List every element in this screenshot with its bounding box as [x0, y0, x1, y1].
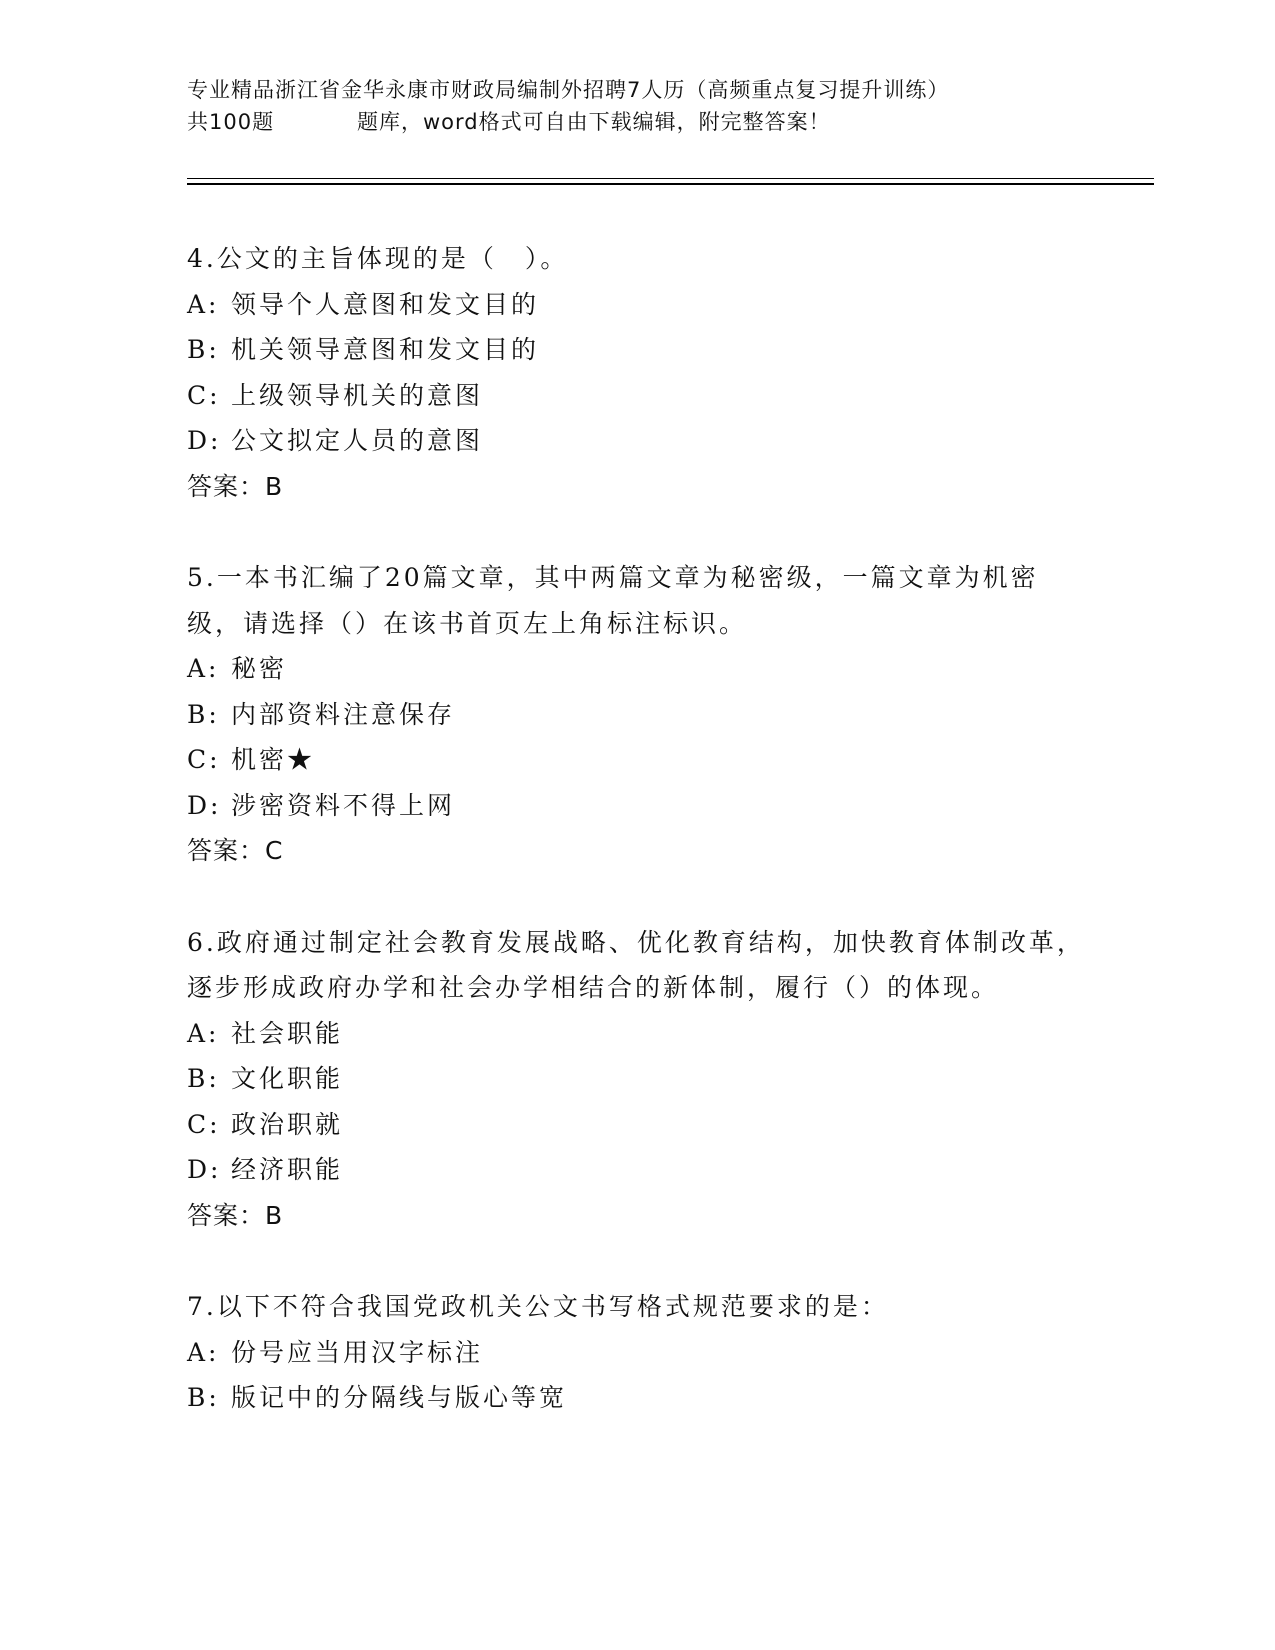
question-item	[187, 236, 1087, 509]
document-description: 题库，word格式可自由下载编辑，附完整答案！	[357, 110, 831, 134]
option-b	[187, 1375, 1087, 1421]
option-text: 版记中的分隔线与版心等宽	[231, 1383, 568, 1412]
option-a	[187, 1011, 1087, 1057]
option-text: 公文拟定人员的意图	[231, 426, 484, 455]
option-text: 机关领导意图和发文目的	[231, 335, 540, 364]
question-text: 5.一本书汇编了20篇文章，其中两篇文章为秘密级，一篇文章为机密级，请选择（）在该书首页左上角标注标识。	[187, 563, 1039, 638]
document-header	[187, 74, 1087, 138]
option-letter: D:	[187, 1155, 222, 1184]
option-text: 内部资料注意保存	[231, 699, 456, 729]
option-letter: A:	[187, 654, 220, 683]
question-text: 4.公文的主旨体现的是（ ）。	[187, 244, 569, 273]
option-letter: C:	[187, 1109, 221, 1139]
option-d	[187, 783, 1087, 829]
option-a	[187, 282, 1087, 328]
option-text: 份号应当用汉字标注	[231, 1337, 484, 1367]
option-text: 领导个人意图和发文目的	[231, 289, 540, 319]
option-letter: B:	[187, 1383, 220, 1412]
question-item	[187, 555, 1087, 874]
question-list	[187, 236, 1087, 1467]
answer-text: 答案：C	[187, 836, 284, 865]
option-c	[187, 373, 1087, 419]
option-letter: C:	[187, 380, 221, 410]
option-b	[187, 1056, 1087, 1102]
option-letter: B:	[187, 699, 220, 729]
option-b	[187, 692, 1087, 738]
option-b	[187, 327, 1087, 373]
header-divider-thin	[187, 178, 1154, 179]
header-divider-thick	[187, 183, 1154, 185]
option-text: 政治职就	[231, 1109, 344, 1139]
answer-text: 答案：B	[187, 1200, 284, 1230]
option-letter: C:	[187, 745, 221, 774]
option-text: 文化职能	[231, 1064, 344, 1093]
option-letter: A:	[187, 1337, 220, 1367]
option-letter: B:	[187, 1064, 220, 1093]
option-text: 涉密资料不得上网	[231, 790, 456, 820]
option-d	[187, 418, 1087, 464]
option-text: 经济职能	[231, 1155, 344, 1184]
option-c	[187, 1102, 1087, 1148]
option-text: 上级领导机关的意图	[231, 380, 484, 410]
document-title: 专业精品浙江省金华永康市财政局编制外招聘7人历（高频重点复习提升训练）	[187, 78, 950, 102]
document-subtitle	[187, 106, 1087, 138]
answer-text: 答案：B	[187, 471, 284, 501]
option-d	[187, 1147, 1087, 1193]
question-count: 共100题	[187, 110, 275, 134]
option-a	[187, 646, 1087, 692]
option-letter: D:	[187, 426, 222, 455]
question-item	[187, 1284, 1087, 1421]
question-text: 6.政府通过制定社会教育发展战略、优化教育结构，加快教育体制改革，逐步形成政府办学和社会办学相结合的新体制，履行（）的体现。	[187, 927, 1085, 1002]
option-letter: A:	[187, 1018, 220, 1048]
option-letter: B:	[187, 335, 220, 364]
option-text: 秘密	[231, 654, 288, 683]
question-text: 7.以下不符合我国党政机关公文书写格式规范要求的是：	[187, 1292, 889, 1321]
option-text: 社会职能	[231, 1018, 344, 1048]
option-letter: A:	[187, 289, 220, 319]
question-item	[187, 920, 1087, 1239]
option-letter: D:	[187, 790, 222, 820]
option-text: 机密★	[231, 745, 316, 774]
option-c	[187, 737, 1087, 783]
option-a	[187, 1330, 1087, 1376]
